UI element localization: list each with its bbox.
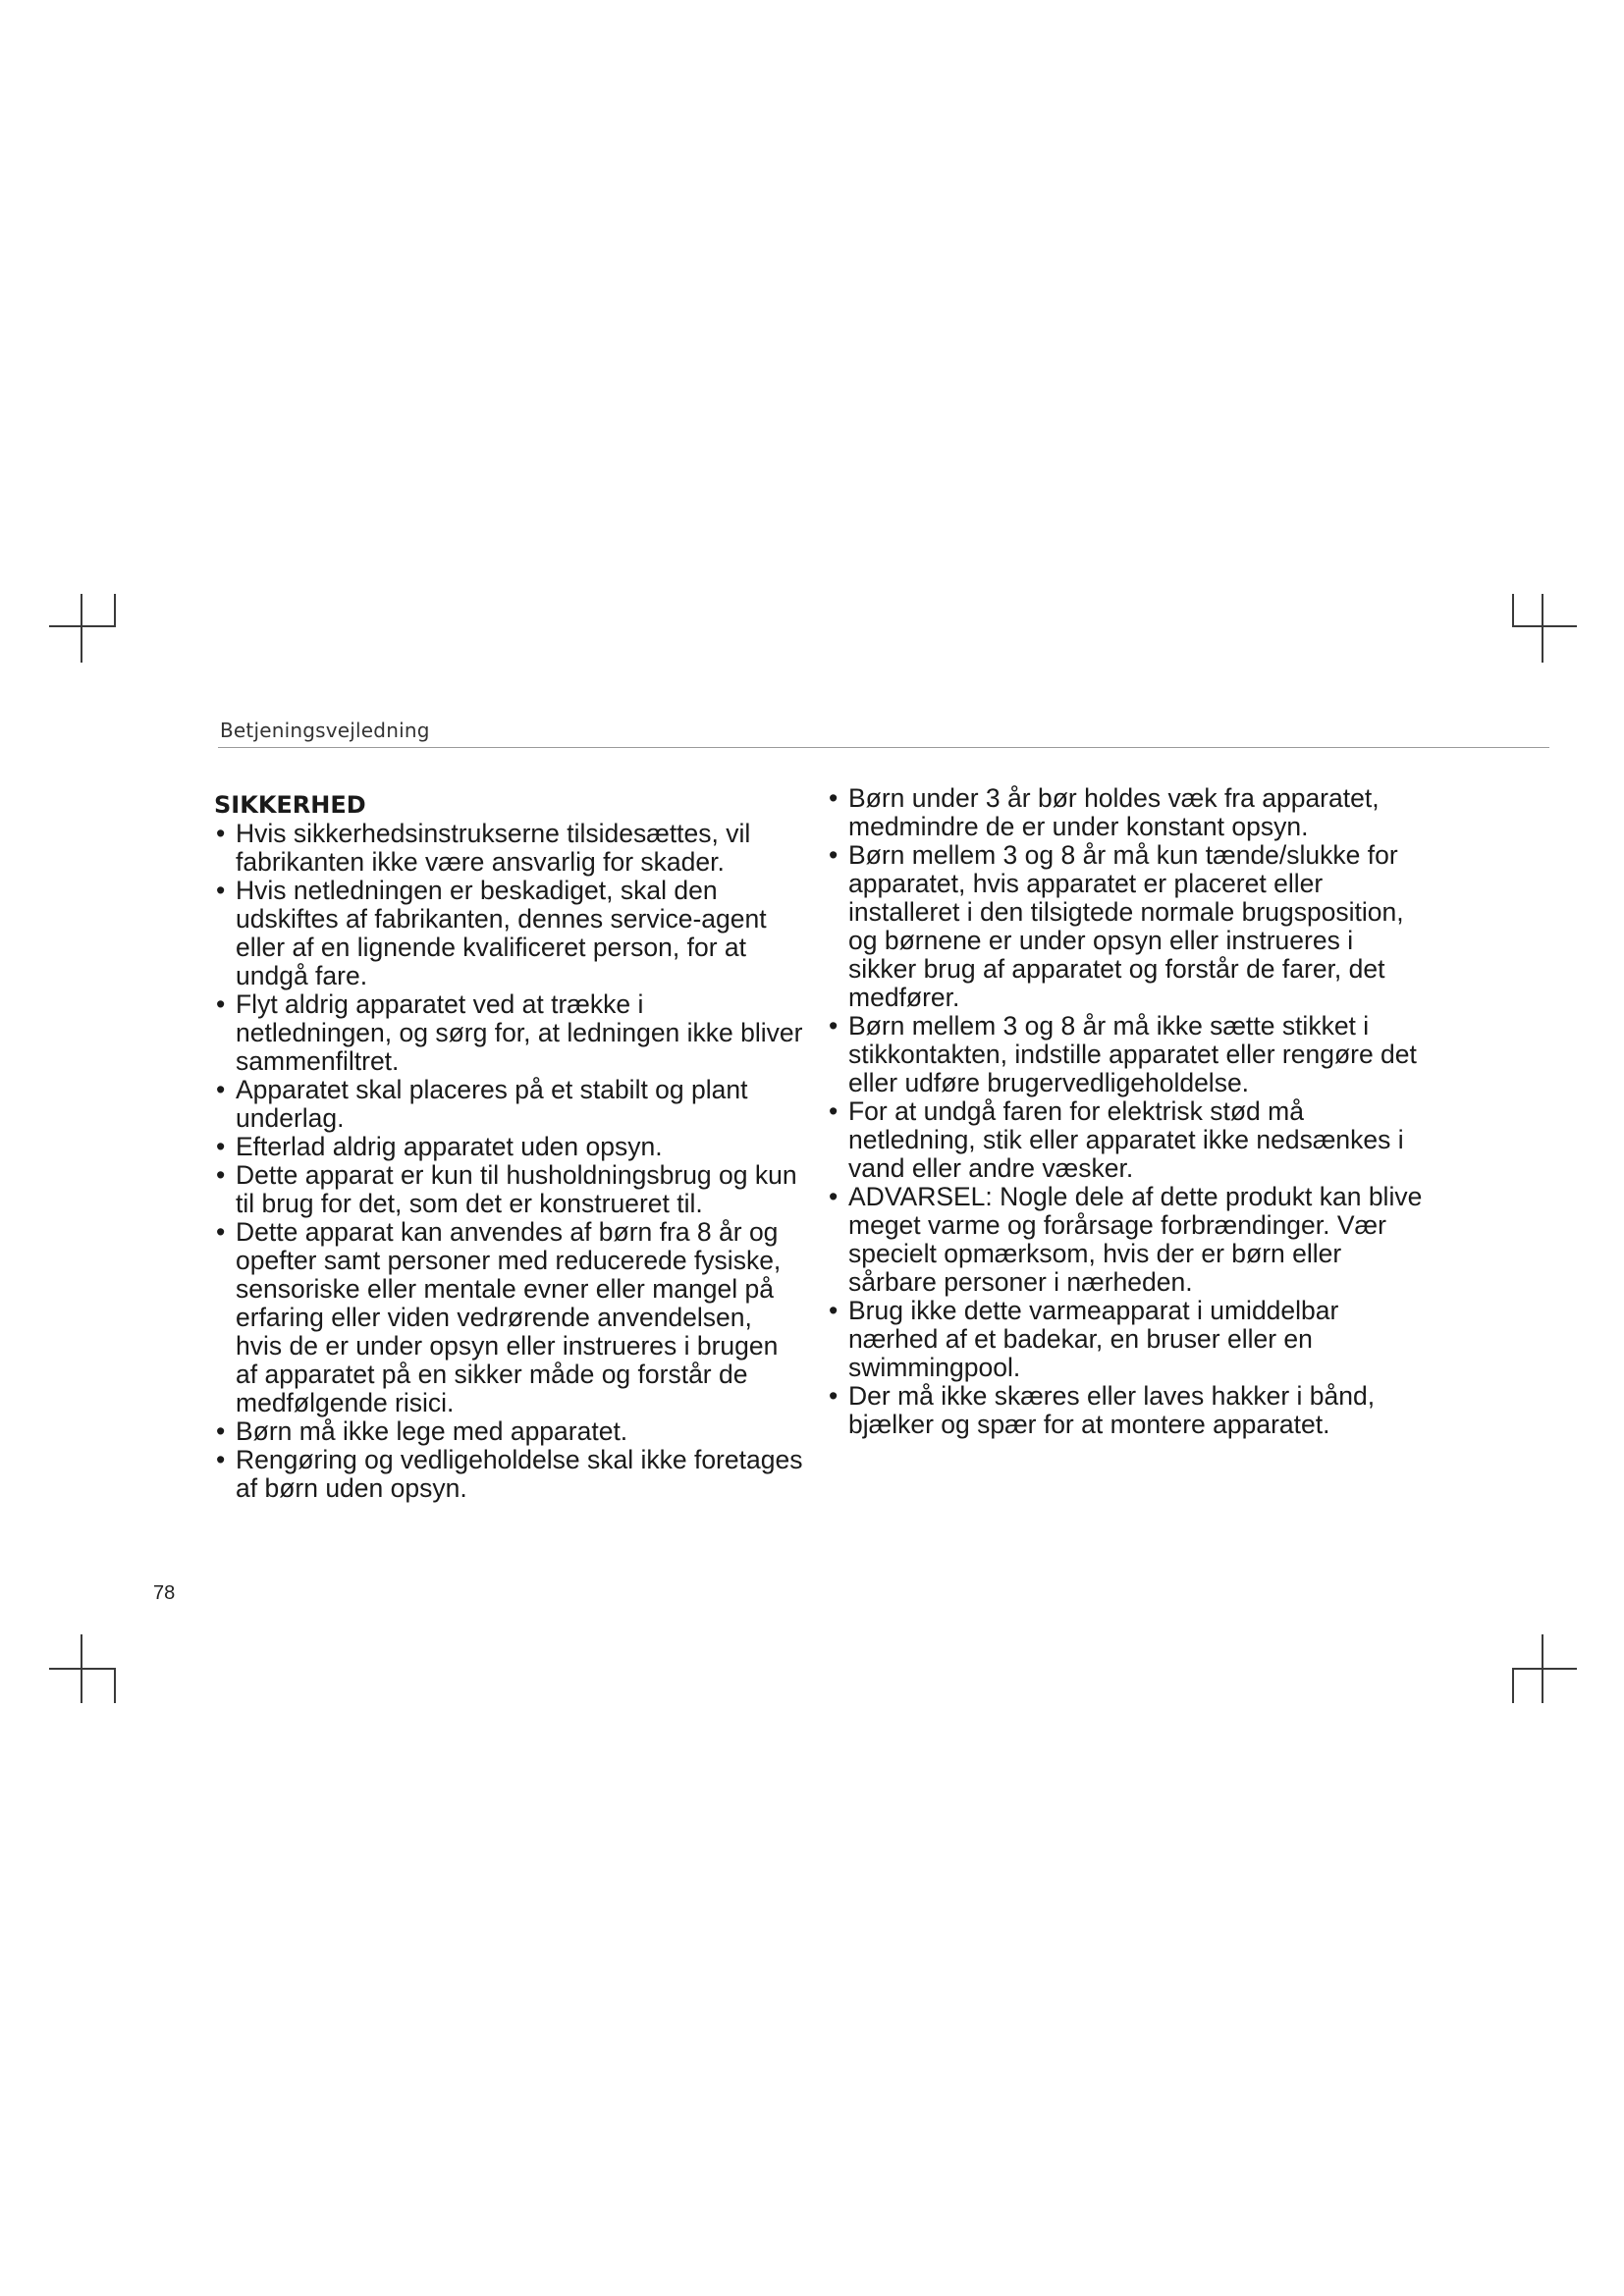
crop-mark-bottom-right-horizontal xyxy=(1512,1668,1577,1670)
running-header: Betjeningsvejledning xyxy=(220,719,430,742)
safety-item: • Børn mellem 3 og 8 år må kun tænde/slukke for apparatet, hvis apparatet er placeret eller installeret i den tilsigtede normale brugsposition, og børnene er under opsyn eller instrueres i sikker brug af apparatet og forstår de farer, det medfører. xyxy=(827,841,1426,1012)
crop-mark-top-right-vertical xyxy=(1542,594,1543,663)
safety-item: • Hvis sikkerhedsinstrukserne tilsidesættes, vil fabrikanten ikke være ansvarlig for skader. xyxy=(214,820,803,877)
safety-item: • Rengøring og vedligeholdelse skal ikke foretages af børn uden opsyn. xyxy=(214,1446,803,1503)
safety-item: • For at undgå faren for elektrisk stød må netledning, stik eller apparatet ikke nedsænkes i vand eller andre væsker. xyxy=(827,1097,1426,1183)
crop-mark-top-right-stub xyxy=(1512,594,1514,627)
safety-item: • Børn må ikke lege med apparatet. xyxy=(214,1417,803,1446)
crop-mark-top-left-vertical xyxy=(81,594,82,663)
crop-mark-top-right-horizontal xyxy=(1512,625,1577,627)
crop-mark-bottom-left-stub xyxy=(114,1668,116,1703)
section-title: SIKKERHED xyxy=(214,791,366,819)
crop-mark-bottom-left-horizontal xyxy=(49,1668,116,1670)
header-divider xyxy=(218,747,1549,748)
safety-item: • Flyt aldrig apparatet ved at trække i netledningen, og sørg for, at ledningen ikke bliver sammenfiltret. xyxy=(214,990,803,1076)
safety-item: • Brug ikke dette varmeapparat i umiddelbar nærhed af et badekar, en bruser eller en swimmingpool. xyxy=(827,1297,1426,1382)
safety-item: • ADVARSEL: Nogle dele af dette produkt kan blive meget varme og forårsage forbrændinger. Vær specielt opmærksom, hvis der er børn eller sårbare personer i nærheden. xyxy=(827,1183,1426,1297)
left-bullet-list xyxy=(214,820,803,1503)
safety-item: • Børn under 3 år bør holdes væk fra apparatet, medmindre de er under konstant opsyn. xyxy=(827,784,1426,841)
left-column xyxy=(214,791,803,1503)
crop-mark-bottom-right-stub xyxy=(1512,1668,1514,1703)
right-column xyxy=(827,784,1426,1439)
safety-item: • Apparatet skal placeres på et stabilt og plant underlag. xyxy=(214,1076,803,1133)
safety-item: • Efterlad aldrig apparatet uden opsyn. xyxy=(214,1133,803,1161)
safety-item: • Dette apparat kan anvendes af børn fra 8 år og opefter samt personer med reducerede fysiske, sensoriske eller mentale evner eller mangel på erfaring eller viden vedrørende anvendelsen, hvis de er under opsyn eller instrueres i brugen af apparatet på en sikker måde og forstår de medfølgende risici. xyxy=(214,1218,803,1417)
right-bullet-list xyxy=(827,784,1426,1439)
safety-item: • Hvis netledningen er beskadiget, skal den udskiftes af fabrikanten, dennes service-agent eller af en lignende kvalificeret person, for at undgå fare. xyxy=(214,877,803,990)
safety-item: • Børn mellem 3 og 8 år må ikke sætte stikket i stikkontakten, indstille apparatet eller rengøre det eller udføre brugervedligeholdelse. xyxy=(827,1012,1426,1097)
safety-item: • Dette apparat er kun til husholdningsbrug og kun til brug for det, som det er konstrueret til. xyxy=(214,1161,803,1218)
page-number: 78 xyxy=(153,1582,176,1604)
safety-item: • Der må ikke skæres eller laves hakker i bånd, bjælker og spær for at montere apparatet. xyxy=(827,1382,1426,1439)
crop-mark-top-left-horizontal xyxy=(49,625,116,627)
crop-mark-top-left-stub xyxy=(114,594,116,627)
